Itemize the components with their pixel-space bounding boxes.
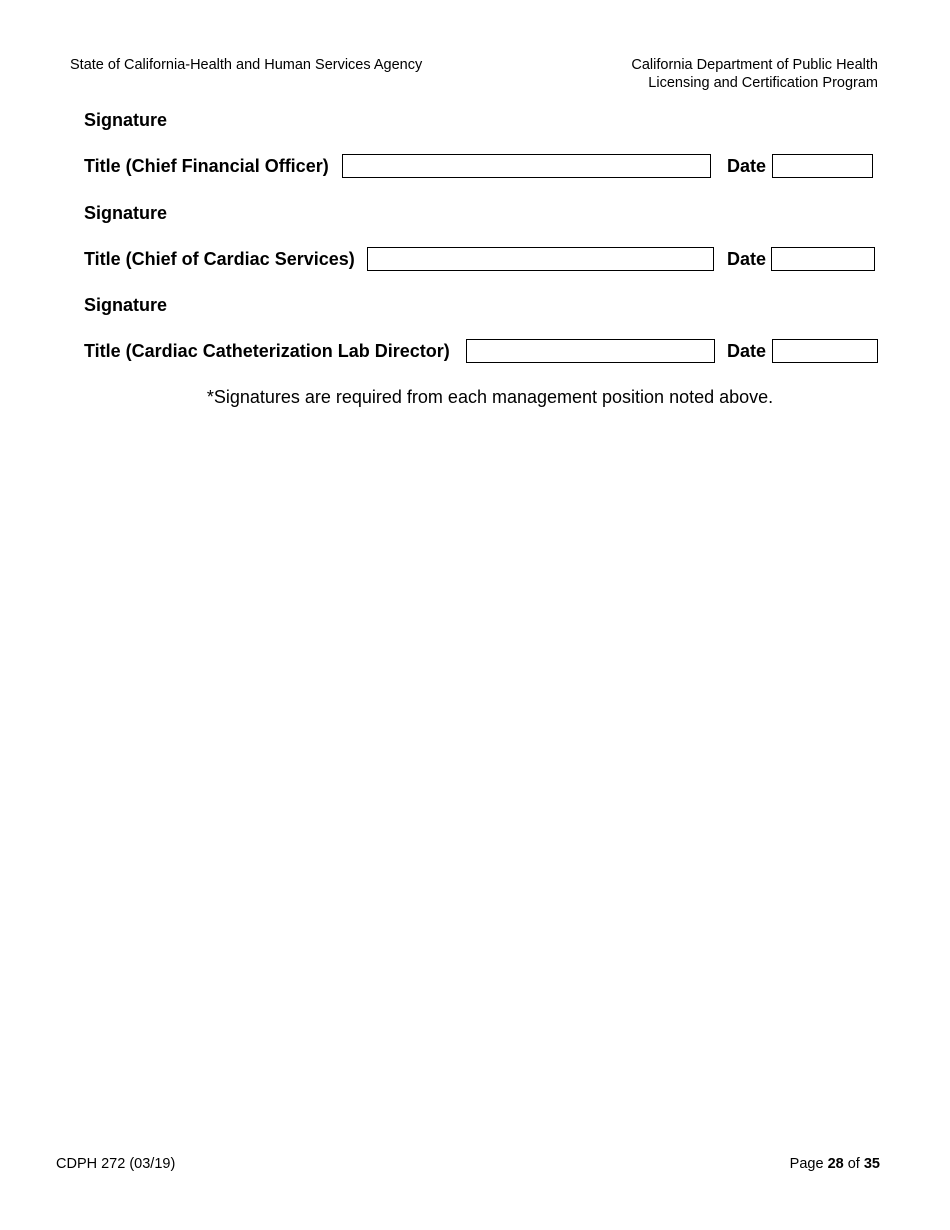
date-field-cardiac-chief[interactable] — [771, 247, 875, 271]
signature-label-cfo: Signature — [84, 110, 168, 130]
date-field-cath-lab-director[interactable] — [772, 339, 878, 363]
date-label-cfo: Date — [727, 156, 767, 176]
title-field-cfo[interactable] — [342, 154, 711, 178]
date-label-cath-lab-director: Date — [727, 341, 767, 361]
signature-label-cath-lab-director: Signature — [84, 295, 168, 315]
signature-label-cardiac-chief: Signature — [84, 203, 168, 223]
title-label-cath-lab-director: Title (Cardiac Catheterization Lab Director) — [84, 341, 450, 361]
title-label-cardiac-chief: Title (Chief of Cardiac Services) — [84, 249, 355, 269]
header-department — [631, 56, 878, 92]
title-field-cardiac-chief[interactable] — [367, 247, 714, 271]
date-field-cfo[interactable] — [772, 154, 873, 178]
page-number — [790, 1155, 880, 1173]
signature-requirement-note: *Signatures are required from each management position noted above. — [206, 387, 774, 407]
page-current: 28 — [827, 1156, 844, 1172]
title-label-cfo: Title (Chief Financial Officer) — [84, 156, 329, 176]
header-agency: State of California-Health and Human Services Agency — [70, 57, 423, 73]
header-department-line2: Licensing and Certification Program — [648, 75, 878, 91]
title-field-cath-lab-director[interactable] — [466, 339, 715, 363]
page-prefix: Page — [789, 1156, 824, 1172]
form-identifier: CDPH 272 (03/19) — [56, 1156, 176, 1172]
page-total: 35 — [863, 1156, 880, 1172]
page-of: of — [847, 1156, 860, 1172]
header-department-line1: California Department of Public Health — [631, 57, 878, 73]
date-label-cardiac-chief: Date — [727, 249, 767, 269]
